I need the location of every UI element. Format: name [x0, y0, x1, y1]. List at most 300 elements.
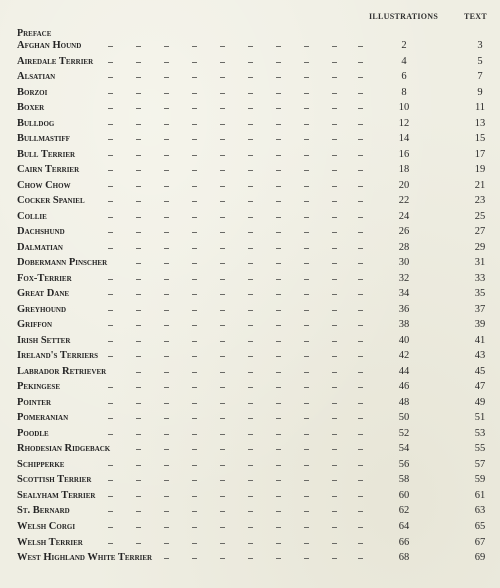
illustration-page-number: 60 [398, 489, 410, 501]
leader-dash [192, 186, 197, 187]
leader-dash [332, 77, 337, 78]
text-page-number: 29 [474, 241, 486, 253]
leader-dash [164, 279, 169, 280]
leader-dash [136, 527, 141, 528]
leader-dash [108, 325, 113, 326]
leader-dash [108, 465, 113, 466]
leader-dash [332, 186, 337, 187]
leader-dash [304, 496, 309, 497]
leader-dash [358, 201, 363, 202]
leader-dash [136, 217, 141, 218]
illustration-page-number: 24 [398, 210, 410, 222]
leader-dash [304, 93, 309, 94]
illustration-page-number: 6 [401, 71, 407, 83]
text-page-number: 37 [474, 303, 486, 315]
leader-dash [276, 232, 281, 233]
leader-dash [220, 480, 225, 481]
leader-dash [358, 527, 363, 528]
contents-entry [0, 101, 500, 117]
breed-name: Greyhound [17, 303, 67, 315]
leader-dash [304, 325, 309, 326]
breed-name: Dalmatian [17, 241, 63, 253]
leader-dash [220, 449, 225, 450]
contents-entry [0, 117, 500, 133]
column-headers [0, 12, 500, 26]
leader-dash [332, 418, 337, 419]
leader-dash [358, 108, 363, 109]
leader-dash [220, 155, 225, 156]
leader-dash [358, 124, 363, 125]
illustration-page-number: 38 [398, 319, 410, 331]
text-page-number: 17 [474, 148, 486, 160]
leader-dash [304, 217, 309, 218]
leader-dash [332, 465, 337, 466]
contents-entry [0, 458, 500, 474]
leader-dash [192, 418, 197, 419]
leader-dash [358, 511, 363, 512]
leader-dash [192, 558, 197, 559]
dash-leaders [20, 139, 375, 141]
leader-dash [220, 139, 225, 140]
illustration-page-number: 56 [398, 458, 410, 470]
leader-dash [136, 232, 141, 233]
leader-dash [332, 449, 337, 450]
leader-dash [220, 325, 225, 326]
leader-dash [220, 372, 225, 373]
leader-dash [220, 543, 225, 544]
leader-dash [304, 341, 309, 342]
leader-dash [358, 139, 363, 140]
leader-dash [136, 62, 141, 63]
leader-dash [164, 93, 169, 94]
leader-dash [164, 139, 169, 140]
contents-entry [0, 427, 500, 443]
leader-dash [164, 77, 169, 78]
contents-entry [0, 520, 500, 536]
leader-dash [332, 387, 337, 388]
text-page-number: 21 [474, 179, 486, 191]
leader-dash [108, 511, 113, 512]
leader-dash [164, 511, 169, 512]
contents-entry [0, 55, 500, 71]
leader-dash [108, 170, 113, 171]
illustration-page-number: 16 [398, 148, 410, 160]
leader-dash [192, 170, 197, 171]
leader-dash [248, 341, 253, 342]
leader-dash [108, 155, 113, 156]
leader-dash [304, 527, 309, 528]
breed-name: Griffon [17, 319, 52, 331]
leader-dash [248, 449, 253, 450]
leader-dash [192, 310, 197, 311]
dash-leaders [20, 108, 375, 110]
contents-entry [0, 210, 500, 226]
leader-dash [136, 496, 141, 497]
leader-dash [332, 325, 337, 326]
illustration-page-number: 10 [398, 102, 410, 114]
leader-dash [276, 372, 281, 373]
leader-dash [164, 263, 169, 264]
leader-dash [136, 372, 141, 373]
leader-dash [192, 201, 197, 202]
leader-dash [276, 511, 281, 512]
leader-dash [164, 46, 169, 47]
breed-name: Cairn Terrier [17, 164, 80, 176]
illustration-page-number: 18 [398, 164, 410, 176]
leader-dash [248, 325, 253, 326]
leader-dash [248, 511, 253, 512]
leader-dash [358, 356, 363, 357]
leader-dash [276, 496, 281, 497]
leader-dash [220, 62, 225, 63]
leader-dash [358, 77, 363, 78]
leader-dash [248, 170, 253, 171]
leader-dash [358, 263, 363, 264]
breed-name: Bulldog [17, 117, 55, 129]
leader-dash [192, 496, 197, 497]
leader-dash [248, 279, 253, 280]
leader-dash [332, 201, 337, 202]
leader-dash [164, 372, 169, 373]
leader-dash [332, 248, 337, 249]
leader-dash [358, 186, 363, 187]
leader-dash [332, 527, 337, 528]
leader-dash [164, 124, 169, 125]
breed-name: St. Bernard [17, 505, 70, 517]
contents-entry [0, 380, 500, 396]
leader-dash [164, 294, 169, 295]
leader-dash [332, 232, 337, 233]
text-page-number: 11 [474, 102, 486, 114]
text-page-number: 55 [474, 443, 486, 455]
dash-leaders [20, 387, 375, 389]
illustration-page-number: 40 [398, 334, 410, 346]
text-page-number: 47 [474, 381, 486, 393]
contents-entry [0, 86, 500, 102]
breed-name: Cocker Spaniel [17, 195, 85, 207]
leader-dash [304, 46, 309, 47]
leader-dash [332, 543, 337, 544]
leader-dash [248, 186, 253, 187]
leader-dash [136, 201, 141, 202]
breed-name: Welsh Terrier [17, 536, 83, 548]
leader-dash [248, 217, 253, 218]
leader-dash [248, 543, 253, 544]
leader-dash [136, 186, 141, 187]
leader-dash [220, 217, 225, 218]
leader-dash [220, 387, 225, 388]
leader-dash [248, 77, 253, 78]
leader-dash [108, 418, 113, 419]
leader-dash [192, 108, 197, 109]
breed-name: Boxer [17, 102, 45, 114]
leader-dash [358, 434, 363, 435]
leader-dash [220, 403, 225, 404]
leader-dash [136, 248, 141, 249]
leader-dash [164, 155, 169, 156]
breed-name: Pekingese [17, 381, 60, 393]
leader-dash [276, 201, 281, 202]
leader-dash [304, 263, 309, 264]
leader-dash [248, 403, 253, 404]
leader-dash [304, 170, 309, 171]
leader-dash [248, 387, 253, 388]
leader-dash [192, 372, 197, 373]
leader-dash [248, 93, 253, 94]
text-page-number: 43 [474, 350, 486, 362]
contents-entry [0, 272, 500, 288]
leader-dash [192, 93, 197, 94]
leader-dash [136, 124, 141, 125]
leader-dash [332, 496, 337, 497]
illustration-page-number: 48 [398, 396, 410, 408]
text-page-number: 53 [474, 427, 486, 439]
leader-dash [276, 155, 281, 156]
breed-name: Afghan Hound [17, 40, 82, 51]
leader-dash [136, 46, 141, 47]
leader-dash [108, 527, 113, 528]
dash-leaders [20, 232, 375, 234]
leader-dash [220, 108, 225, 109]
leader-dash [164, 341, 169, 342]
leader-dash [304, 248, 309, 249]
leader-dash [276, 449, 281, 450]
dash-leaders [20, 294, 375, 296]
text-page-number: 35 [474, 288, 486, 300]
leader-dash [164, 543, 169, 544]
illustration-page-number: 2 [401, 40, 407, 51]
text-page-number: 63 [474, 505, 486, 517]
leader-dash [304, 279, 309, 280]
leader-dash [108, 434, 113, 435]
leader-dash [358, 232, 363, 233]
leader-dash [248, 372, 253, 373]
leader-dash [358, 558, 363, 559]
contents-entry [0, 148, 500, 164]
contents-entry [0, 303, 500, 319]
leader-dash [276, 93, 281, 94]
leader-dash [164, 527, 169, 528]
leader-dash [192, 232, 197, 233]
illustrations-column-header: ILLUSTRATIONS [369, 12, 439, 21]
leader-dash [304, 62, 309, 63]
leader-dash [332, 139, 337, 140]
contents-entry [0, 365, 500, 381]
leader-dash [248, 201, 253, 202]
leader-dash [358, 248, 363, 249]
leader-dash [332, 372, 337, 373]
leader-dash [304, 387, 309, 388]
text-page-number: 15 [474, 133, 486, 145]
leader-dash [332, 341, 337, 342]
leader-dash [358, 310, 363, 311]
leader-dash [192, 465, 197, 466]
text-page-number: 3 [477, 40, 483, 51]
leader-dash [108, 310, 113, 311]
leader-dash [220, 418, 225, 419]
illustration-page-number: 30 [398, 257, 410, 269]
illustration-page-number: 46 [398, 381, 410, 393]
leader-dash [276, 434, 281, 435]
leader-dash [304, 232, 309, 233]
leader-dash [220, 201, 225, 202]
leader-dash [164, 558, 169, 559]
illustration-page-number: 22 [398, 195, 410, 207]
dash-leaders [20, 217, 375, 219]
illustration-page-number: 50 [398, 412, 410, 424]
leader-dash [220, 77, 225, 78]
leader-dash [248, 310, 253, 311]
leader-dash [276, 248, 281, 249]
leader-dash [220, 527, 225, 528]
text-page-number: 59 [474, 474, 486, 486]
leader-dash [332, 93, 337, 94]
leader-dash [136, 279, 141, 280]
leader-dash [332, 403, 337, 404]
leader-dash [248, 527, 253, 528]
leader-dash [358, 170, 363, 171]
leader-dash [276, 46, 281, 47]
leader-dash [192, 325, 197, 326]
contents-entry [0, 551, 500, 567]
contents-entry [0, 349, 500, 365]
leader-dash [136, 139, 141, 140]
leader-dash [164, 310, 169, 311]
leader-dash [248, 263, 253, 264]
leader-dash [276, 62, 281, 63]
leader-dash [304, 480, 309, 481]
breed-name: Pomeranian [17, 412, 69, 424]
leader-dash [248, 434, 253, 435]
breed-name: Chow Chow [17, 179, 71, 191]
leader-dash [164, 434, 169, 435]
leader-dash [304, 403, 309, 404]
leader-dash [304, 201, 309, 202]
leader-dash [332, 124, 337, 125]
leader-dash [164, 356, 169, 357]
dash-leaders [20, 186, 375, 188]
leader-dash [136, 294, 141, 295]
contents-entry [0, 70, 500, 86]
leader-dash [276, 77, 281, 78]
leader-dash [358, 294, 363, 295]
leader-dash [108, 480, 113, 481]
leader-dash [136, 465, 141, 466]
leader-dash [136, 418, 141, 419]
leader-dash [108, 294, 113, 295]
leader-dash [304, 372, 309, 373]
leader-dash [276, 139, 281, 140]
leader-dash [248, 248, 253, 249]
breed-name: Airedale Terrier [17, 55, 94, 67]
leader-dash [220, 496, 225, 497]
leader-dash [332, 108, 337, 109]
breed-name: Dachshund [17, 226, 65, 238]
leader-dash [304, 155, 309, 156]
leader-dash [108, 403, 113, 404]
leader-dash [304, 465, 309, 466]
leader-dash [164, 232, 169, 233]
text-page-number: 51 [474, 412, 486, 424]
breed-name: Rhodesian Ridgeback [17, 443, 111, 455]
breed-name: Alsatian [17, 71, 56, 83]
leader-dash [108, 387, 113, 388]
leader-dash [220, 186, 225, 187]
breed-name: Labrador Retriever [17, 365, 107, 377]
leader-dash [108, 62, 113, 63]
breed-name: Bullmastiff [17, 133, 70, 145]
leader-dash [108, 248, 113, 249]
breed-name: Schipperke [17, 458, 65, 470]
contents-entry [0, 411, 500, 427]
leader-dash [136, 387, 141, 388]
leader-dash [304, 108, 309, 109]
text-page-number: 57 [474, 458, 486, 470]
leader-dash [276, 310, 281, 311]
leader-dash [304, 558, 309, 559]
leader-dash [276, 263, 281, 264]
illustration-page-number: 68 [398, 552, 410, 564]
breed-name: Irish Setter [17, 334, 71, 346]
leader-dash [248, 294, 253, 295]
leader-dash [358, 155, 363, 156]
leader-dash [358, 217, 363, 218]
leader-dash [164, 449, 169, 450]
leader-dash [220, 356, 225, 357]
leader-dash [332, 170, 337, 171]
leader-dash [108, 77, 113, 78]
leader-dash [220, 511, 225, 512]
dash-leaders [20, 93, 375, 95]
leader-dash [192, 403, 197, 404]
leader-dash [358, 449, 363, 450]
leader-dash [164, 480, 169, 481]
leader-dash [332, 356, 337, 357]
illustration-page-number: 8 [401, 86, 407, 98]
dash-leaders [20, 511, 375, 513]
leader-dash [248, 155, 253, 156]
contents-entry [0, 39, 500, 55]
leader-dash [358, 325, 363, 326]
contents-entry [0, 179, 500, 195]
leader-dash [332, 434, 337, 435]
contents-list [0, 39, 500, 567]
text-page-number: 39 [474, 319, 486, 331]
leader-dash [220, 294, 225, 295]
leader-dash [276, 341, 281, 342]
leader-dash [192, 543, 197, 544]
leader-dash [136, 403, 141, 404]
leader-dash [136, 155, 141, 156]
contents-entry [0, 489, 500, 505]
leader-dash [136, 449, 141, 450]
leader-dash [108, 186, 113, 187]
illustration-page-number: 52 [398, 427, 410, 439]
leader-dash [192, 527, 197, 528]
breed-name: Welsh Corgi [17, 520, 76, 532]
leader-dash [358, 46, 363, 47]
leader-dash [164, 248, 169, 249]
leader-dash [276, 543, 281, 544]
leader-dash [108, 496, 113, 497]
leader-dash [332, 263, 337, 264]
leader-dash [136, 77, 141, 78]
breed-name: Pointer [17, 396, 52, 408]
leader-dash [136, 434, 141, 435]
contents-entry [0, 287, 500, 303]
leader-dash [136, 93, 141, 94]
text-page-number: 41 [474, 334, 486, 346]
